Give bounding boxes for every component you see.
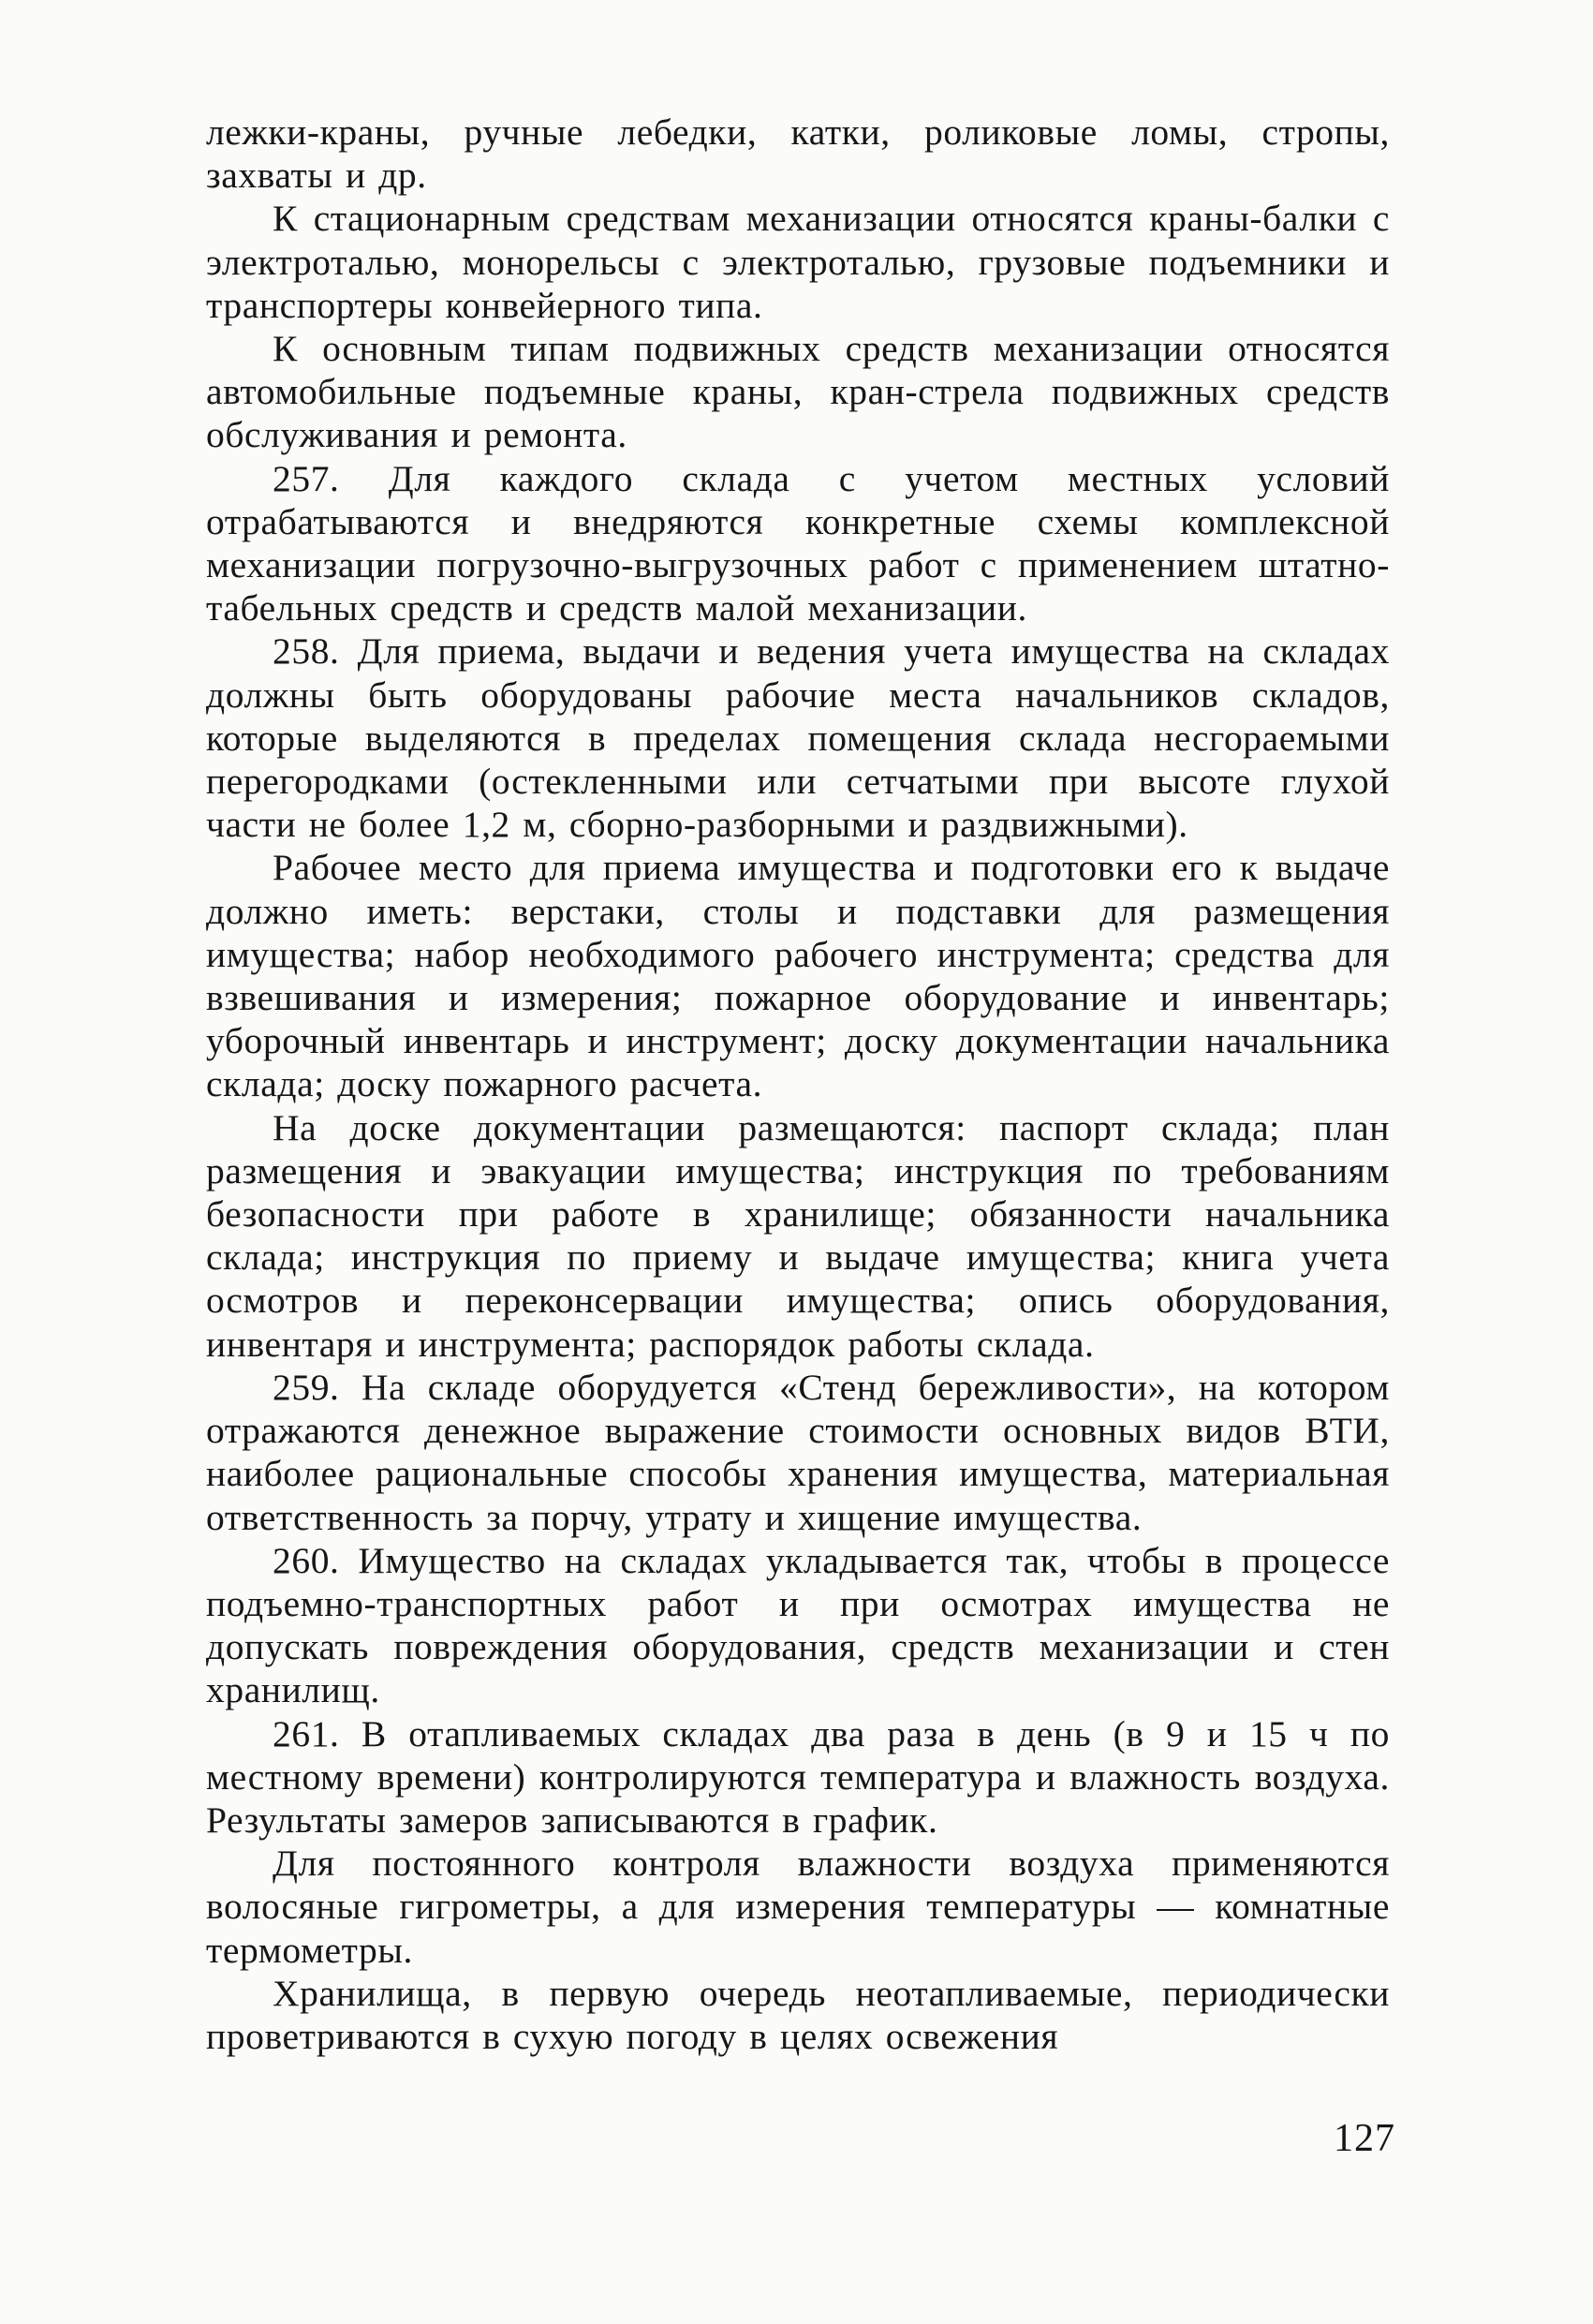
paragraph-260: 260. Имущество на складах укладывается так, чтобы в процессе подъемно-транспортных работ и при осмотрах имущества не допускать повреждения оборудования, средств механизации и стен хранилищ. xyxy=(206,1539,1390,1711)
body-text xyxy=(206,111,1390,2058)
paragraph-stationary-means: К стационарным средствам механизации относятся краны-балки с электроталью, монорельсы с электроталью, грузовые подъемники и транспортеры конвейерного типа. xyxy=(206,198,1390,326)
paragraph-ventilation: Хранилища, в первую очередь неотапливаемые, периодически проветриваются в сухую погоду в целях освежения xyxy=(206,1972,1390,2057)
paragraph-continuation: лежки-краны, ручные лебедки, катки, роликовые ломы, стропы, захваты и др. xyxy=(206,111,1390,197)
paragraph-261: 261. В отапливаемых складах два раза в день (в 9 и 15 ч по местному времени) контролируются температура и влажность воздуха. Результаты замеров записываются в график. xyxy=(206,1712,1390,1841)
paragraph-workplace: Рабочее место для приема имущества и подготовки его к выдаче должно иметь: верстаки, столы и подставки для размещения имущества; набор необходимого рабочего инструмента; средства для взвешивания и измерения; пожарное оборудование и инвентарь; уборочный инвентарь и инструмент; доску документации начальника склада; доску пожарного расчета. xyxy=(206,847,1390,1105)
paragraph-mobile-means: К основным типам подвижных средств механизации относятся автомобильные подъемные краны, кран-стрела подвижных средств обслуживания и ремонта. xyxy=(206,328,1390,456)
paragraph-258: 258. Для приема, выдачи и ведения учета имущества на складах должны быть оборудованы рабочие места начальников складов, которые выделяются в пределах помещения склада несгораемыми перегородками (остекленными или сетчатыми при высоте глухой части не более 1,2 м, сборно-разборными и раздвижными). xyxy=(206,630,1390,846)
paragraph-documentation-board: На доске документации размещаются: паспорт склада; план размещения и эвакуации имущества; инструкция по требованиям безопасности при работе в хранилище; обязанности начальника склада; инструкция по приему и выдаче имущества; книга учета осмотров и переконсервации имущества; опись оборудования, инвентаря и инструмента; распорядок работы склада. xyxy=(206,1106,1390,1365)
paragraph-257: 257. Для каждого склада с учетом местных условий отрабатываются и внедряются конкретные схемы комплексной механизации погрузочно-выгрузочных работ с применением штатно-табельных средств и средств малой механизации. xyxy=(206,457,1390,629)
page-number: 127 xyxy=(1334,2117,1395,2160)
paragraph-259: 259. На складе оборудуется «Стенд бережливости», на котором отражаются денежное выражение стоимости основных видов ВТИ, наиболее рациональные способы хранения имущества, материальная ответственность за порчу, утрату и хищение имущества. xyxy=(206,1366,1390,1538)
paragraph-hygrometers: Для постоянного контроля влажности воздуха применяются волосяные гигрометры, а для измерения температуры — комнатные термометры. xyxy=(206,1843,1390,1971)
